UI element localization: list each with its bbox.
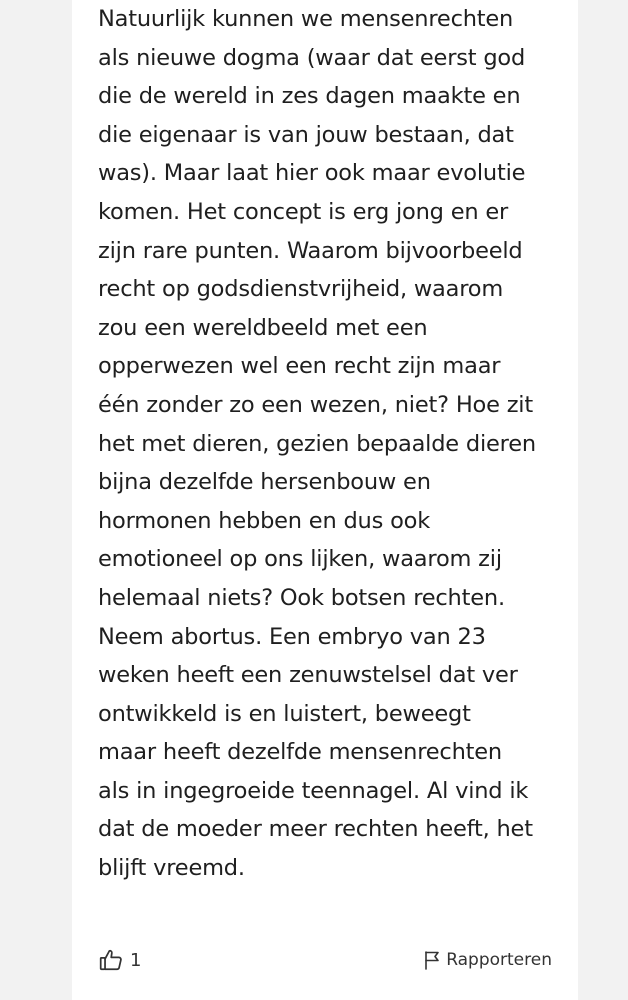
comment-line: was). Maar laat hier ook maar evolutie — [98, 160, 526, 187]
comment-card — [72, 0, 578, 1000]
comment-line: Neem abortus. Een embryo van 23 — [98, 623, 486, 650]
comment-line: komen. Het concept is erg jong en er — [98, 198, 509, 225]
comment-line: blijft vreemd. — [98, 855, 245, 882]
comment-line: Natuurlijk kunnen we mensenrechten — [98, 6, 514, 32]
flag-icon[interactable] — [423, 950, 441, 970]
comment-line: dat de moeder meer rechten heeft, het — [98, 816, 533, 843]
comment-actions — [98, 944, 552, 976]
comment-text — [98, 0, 568, 888]
comment-line: weken heeft een zenuwstelsel dat ver — [98, 662, 518, 689]
comment-line: opperwezen wel een recht zijn maar — [98, 353, 501, 380]
comment-line: die eigenaar is van jouw bestaan, dat — [98, 121, 514, 148]
like-button[interactable] — [98, 944, 141, 976]
comment-line: als in ingegroeide teennagel. Al vind ik — [98, 777, 529, 804]
comment-line: één zonder zo een wezen, niet? Hoe zit — [98, 391, 533, 418]
comment-line: helemaal niets? Ook botsen rechten. — [98, 584, 505, 611]
comment-line: het met dieren, gezien bepaalde dieren — [98, 430, 536, 457]
comment-line: maar heeft dezelfde mensenrechten — [98, 739, 502, 766]
comment-line: recht op godsdienstvrijheid, waarom — [98, 276, 504, 303]
comment-line: emotioneel op ons lijken, waarom zij — [98, 546, 502, 573]
comment-line: bijna dezelfde hersenbouw en — [98, 469, 431, 496]
comment-line: zijn rare punten. Waarom bijvoorbeeld — [98, 237, 523, 264]
comment-line: ontwikkeld is en luistert, beweegt — [98, 700, 471, 727]
like-count: 1 — [130, 949, 142, 971]
comment-line: die de wereld in zes dagen maakte en — [98, 83, 521, 110]
comment-line: als nieuwe dogma (waar dat eerst god — [98, 44, 526, 71]
comment-line: zou een wereldbeeld met een — [98, 314, 428, 341]
report-label[interactable]: Rapporteren — [446, 950, 552, 970]
comment-line: hormonen hebben en dus ook — [98, 507, 431, 534]
report-button[interactable] — [423, 944, 552, 976]
thumbs-up-icon[interactable] — [98, 947, 124, 973]
